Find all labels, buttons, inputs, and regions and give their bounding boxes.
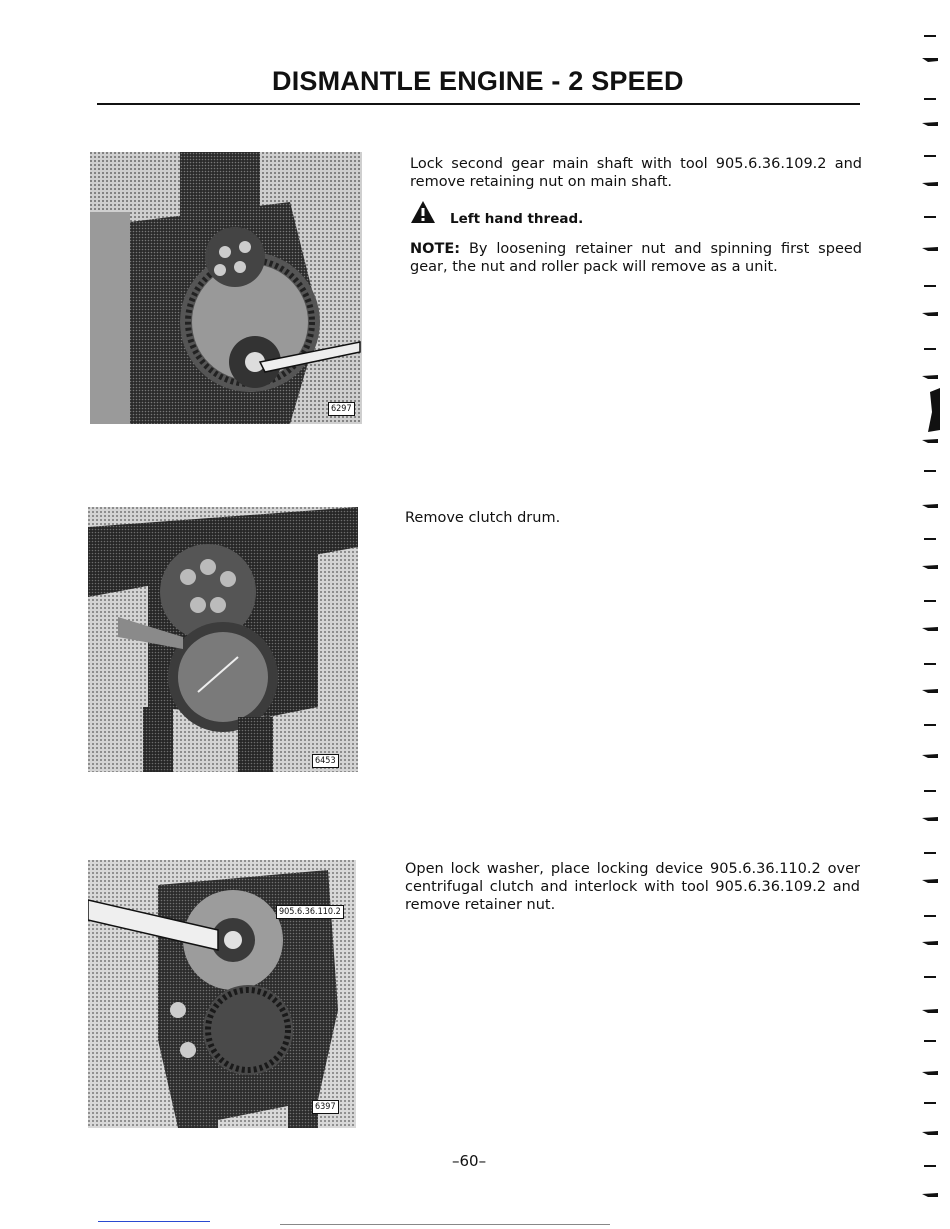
step-1-note xyxy=(410,240,862,276)
scan-edge-marks xyxy=(910,0,950,1229)
scan-gray-line xyxy=(280,1224,610,1225)
page-title: DISMANTLE ENGINE - 2 SPEED xyxy=(272,66,684,96)
title-rule xyxy=(97,103,860,105)
warning-triangle-icon xyxy=(410,200,436,228)
figure-number: 6453 xyxy=(312,754,339,768)
scan-blue-line xyxy=(98,1221,210,1222)
engine-photo-1 xyxy=(90,152,362,424)
step-2-text: Remove clutch drum. xyxy=(405,510,561,526)
note-label: NOTE: xyxy=(410,241,461,257)
engine-photo-2 xyxy=(88,507,358,772)
warning xyxy=(410,200,583,228)
figure-number: 6297 xyxy=(328,402,355,416)
page-number: –60– xyxy=(452,1152,487,1170)
engine-photo-3 xyxy=(88,860,356,1128)
step-1-text: Lock second gear main shaft with tool 905.6.36.109.2 and remove retaining nut on main shaft. xyxy=(410,156,862,190)
warning-text: Left hand thread. xyxy=(450,211,584,227)
figure-number: 6397 xyxy=(312,1100,339,1114)
figure-tool-label: 905.6.36.110.2 xyxy=(276,905,344,919)
note-text: By loosening retainer nut and spinning first speed gear, the nut and roller pack will remove as a unit. xyxy=(410,241,862,275)
step-3-text: Open lock washer, place locking device 905.6.36.110.2 over centrifugal clutch and interlock with tool 905.6.36.109.2 and remove retainer nut. xyxy=(405,861,860,913)
